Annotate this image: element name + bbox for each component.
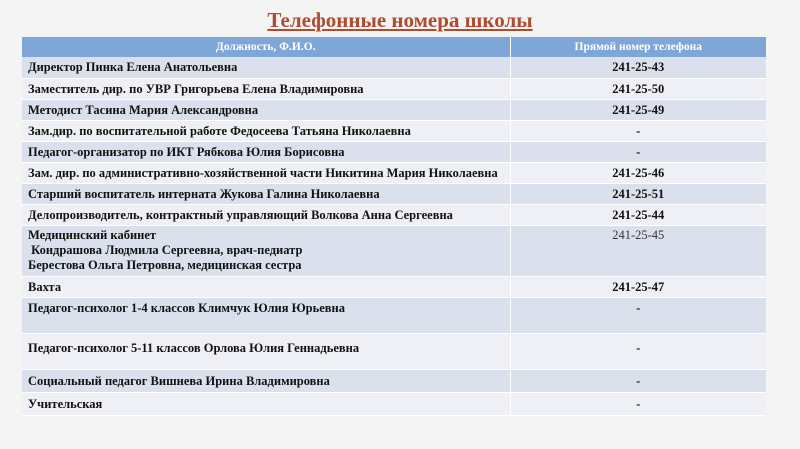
phone-cell: 241-25-51 — [510, 183, 766, 204]
table-row — [22, 120, 766, 141]
column-header-phone: Прямой номер телефона — [510, 37, 766, 57]
table-row — [22, 183, 766, 204]
table-header-row — [22, 37, 766, 57]
phone-cell: 241-25-43 — [510, 57, 766, 78]
position-cell: Делопроизводитель, контрактный управляющий Волкова Анна Сергеевна — [22, 204, 510, 225]
position-cell: Педагог-психолог 5-11 классов Орлова Юлия Геннадьевна — [22, 333, 510, 369]
position-cell: Учительская — [22, 392, 510, 415]
position-cell: Зам.дир. по воспитательной работе Федосеева Татьяна Николаевна — [22, 120, 510, 141]
phone-cell: 241-25-50 — [510, 78, 766, 99]
phone-cell: 241-25-46 — [510, 162, 766, 183]
position-cell: Методист Тасина Мария Александровна — [22, 99, 510, 120]
position-cell: Педагог-организатор по ИКТ Рябкова Юлия Борисовна — [22, 141, 510, 162]
phone-cell: 241-25-47 — [510, 276, 766, 297]
position-cell: Старший воспитатель интерната Жукова Галина Николаевна — [22, 183, 510, 204]
column-header-position: Должность, Ф.И.О. — [22, 37, 510, 57]
position-cell — [22, 225, 510, 276]
phone-table — [22, 37, 766, 416]
phone-cell: - — [510, 333, 766, 369]
position-cell: Вахта — [22, 276, 510, 297]
table-row — [22, 141, 766, 162]
table-row — [22, 99, 766, 120]
position-cell: Заместитель дир. по УВР Григорьева Елена Владимировна — [22, 78, 510, 99]
position-cell: Педагог-психолог 1-4 классов Климчук Юлия Юрьевна — [22, 297, 510, 333]
table-row — [22, 333, 766, 369]
table-row — [22, 162, 766, 183]
position-cell: Зам. дир. по административно-хозяйственной части Никитина Мария Николаевна — [22, 162, 510, 183]
phone-cell: 241-25-45 — [510, 225, 766, 276]
table-row — [22, 57, 766, 78]
phone-cell: 241-25-49 — [510, 99, 766, 120]
table-row — [22, 225, 766, 276]
table-row — [22, 392, 766, 415]
phone-cell: 241-25-44 — [510, 204, 766, 225]
position-line: Кондрашова Людмила Сергеевна, врач-педиатр — [28, 242, 303, 257]
position-line: Медицинский кабинет — [28, 227, 157, 242]
phone-cell: - — [510, 141, 766, 162]
position-line: Берестова Ольга Петровна, медицинская сестра — [28, 257, 302, 272]
table-row — [22, 204, 766, 225]
phone-cell: - — [510, 297, 766, 333]
table-row — [22, 369, 766, 392]
table-row — [22, 276, 766, 297]
phone-cell: - — [510, 369, 766, 392]
position-cell: Социальный педагог Вишнева Ирина Владимировна — [22, 369, 510, 392]
table-row — [22, 78, 766, 99]
phone-cell: - — [510, 120, 766, 141]
phone-cell: - — [510, 392, 766, 415]
table-row — [22, 297, 766, 333]
position-cell: Директор Пинка Елена Анатольевна — [22, 57, 510, 78]
page-title: Телефонные номера школы — [267, 8, 533, 32]
